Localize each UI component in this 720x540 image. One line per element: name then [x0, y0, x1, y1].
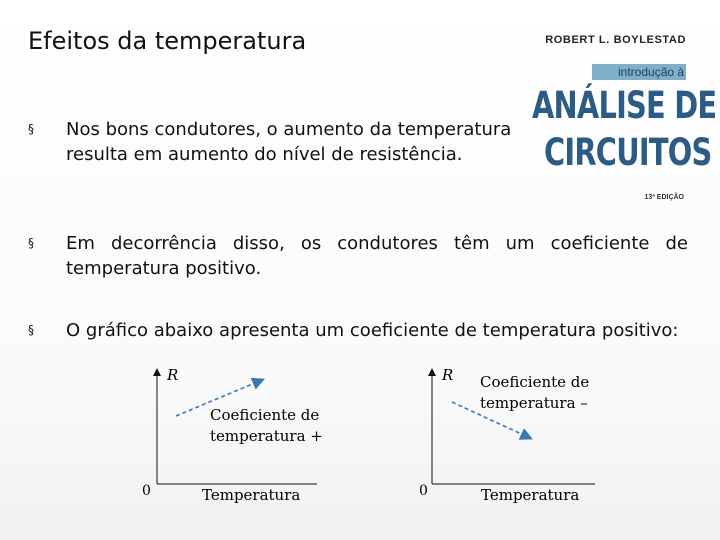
bullet-text: Nos bons condutores, o aumento da temperatura resulta em aumento do nível de resistência.	[66, 119, 512, 165]
book-intro-band: introdução à	[592, 64, 686, 80]
graph-positive-svg	[132, 362, 332, 512]
coefficient-label-line2: temperatura –	[480, 394, 588, 412]
graph-positive-coefficient	[132, 362, 332, 512]
bullet-marker: §	[28, 323, 34, 337]
graph-negative-svg	[410, 362, 620, 512]
graph-negative-coefficient	[410, 362, 620, 512]
bullet-text: O gráfico abaixo apresenta um coeficiente de temperatura positivo:	[66, 320, 679, 341]
book-edition: 13ª EDIÇÃO	[644, 194, 684, 201]
book-cover-logo	[528, 28, 717, 208]
coefficient-label-line1: Coeficiente de	[480, 373, 590, 391]
slide-title: Efeitos da temperatura	[28, 27, 307, 55]
y-axis-label: R	[442, 366, 454, 384]
book-author: ROBERT L. BOYLESTAD	[545, 34, 686, 46]
bullet-marker: §	[28, 122, 34, 136]
y-axis-label: R	[167, 366, 179, 384]
book-title-line1: ANÁLISE DE	[532, 84, 717, 127]
coefficient-label-line2: temperatura +	[210, 427, 323, 445]
x-axis-label: Temperatura	[202, 486, 301, 504]
bullet-marker: §	[28, 236, 34, 250]
book-title-line2: CIRCUITOS	[544, 131, 712, 174]
bullet-text: Em decorrência disso, os condutores têm um coeficiente de temperatura positivo.	[66, 233, 688, 279]
origin-label: 0	[142, 483, 151, 499]
coefficient-label-line1: Coeficiente de	[210, 406, 320, 424]
x-axis-label: Temperatura	[481, 486, 580, 504]
origin-label: 0	[419, 483, 428, 499]
